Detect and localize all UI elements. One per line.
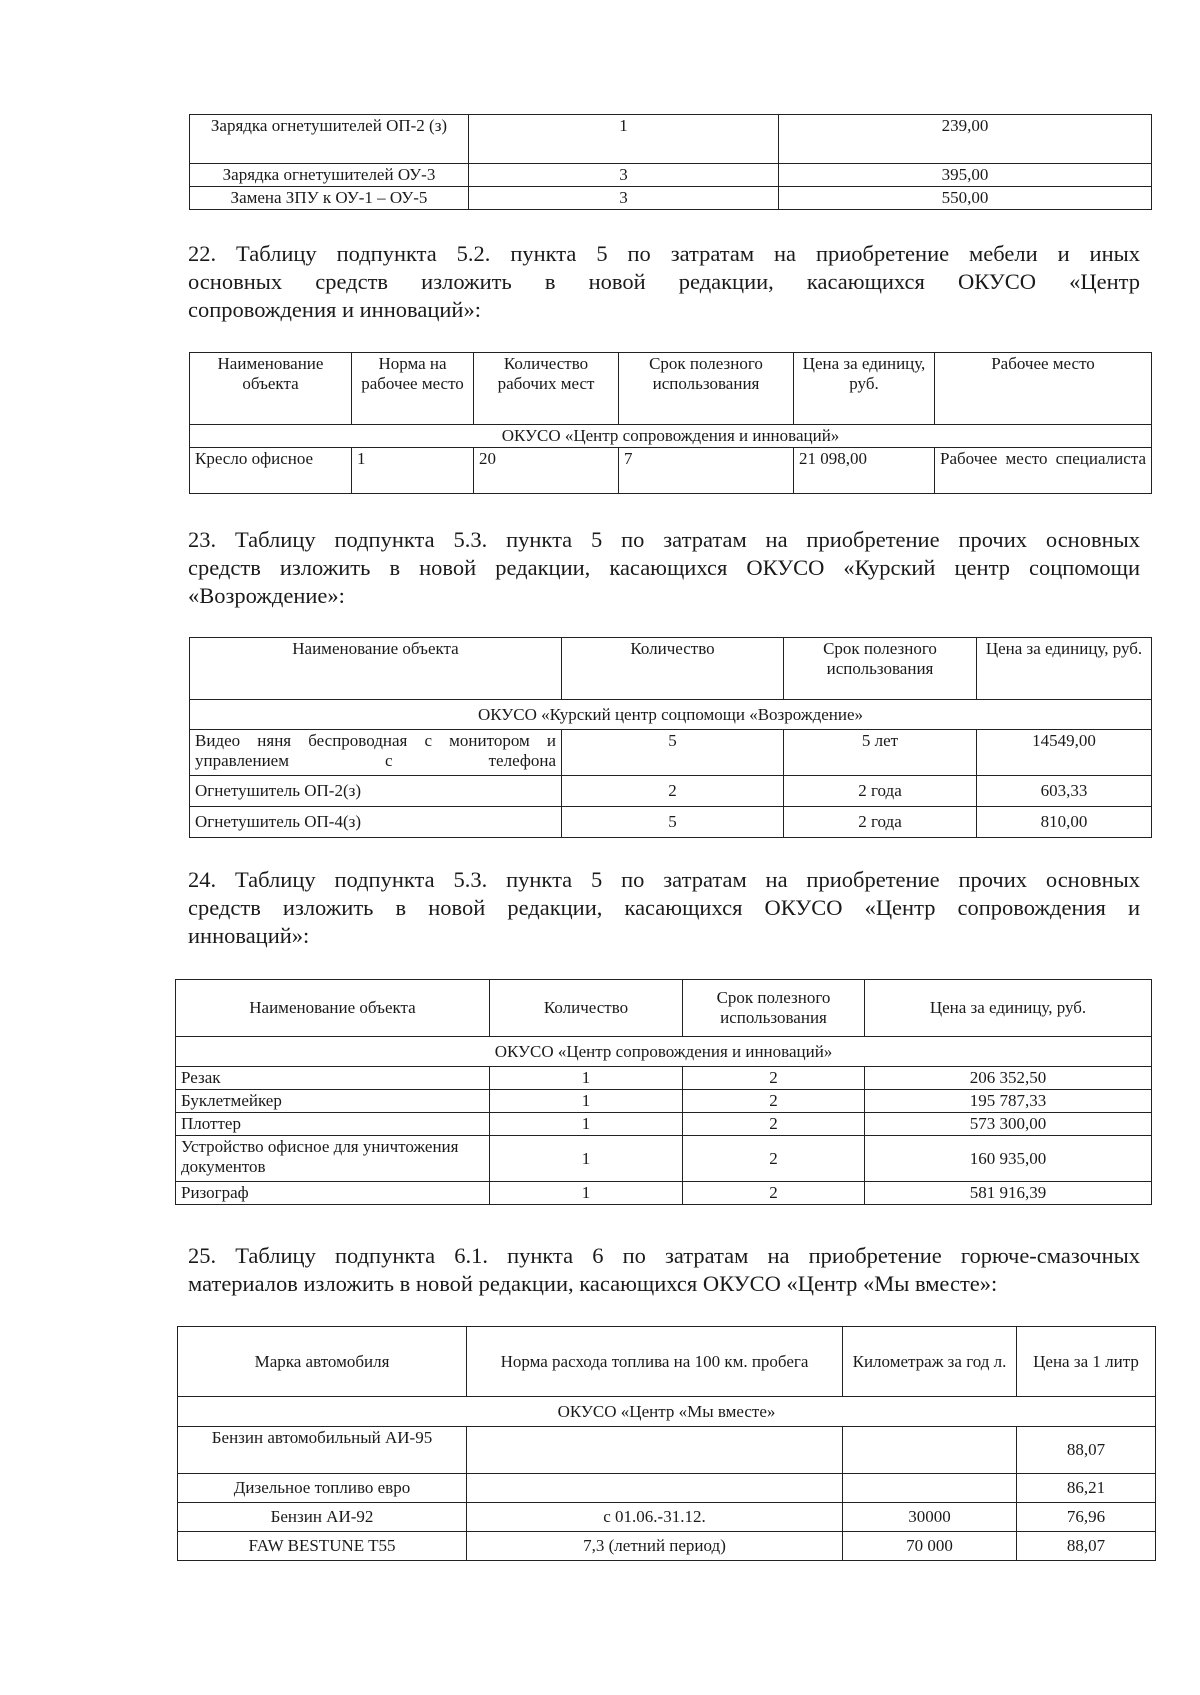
table-header-row (190, 353, 1152, 425)
table-cell: 2 (683, 1182, 865, 1205)
table-cell: 573 300,00 (865, 1113, 1152, 1136)
paragraph-line: сопровождения и инноваций»: (188, 297, 481, 322)
table-cell: Резак (176, 1067, 490, 1090)
table-cell: 14549,00 (977, 730, 1152, 776)
table-cell: Буклетмейкер (176, 1090, 490, 1113)
table-cell: Видео няня беспроводная с монитором и управлением с телефона (190, 730, 562, 776)
column-header: Марка автомобиля (178, 1327, 467, 1397)
table-row (178, 1427, 1156, 1474)
table-row (190, 730, 1152, 776)
column-header: Цена за единицу, руб. (865, 980, 1152, 1037)
table-cell: 7 (619, 448, 794, 494)
table-header-row (178, 1327, 1156, 1397)
column-header: Срок полезного использования (784, 638, 977, 700)
table-cell: 20 (474, 448, 619, 494)
table-cell (843, 1474, 1017, 1503)
table-cell: 2 (683, 1113, 865, 1136)
table-cell (843, 1427, 1017, 1474)
table-cell: 5 (562, 730, 784, 776)
table-cell: 160 935,00 (865, 1136, 1152, 1182)
table-row (176, 1136, 1152, 1182)
table-cell: Огнетушитель ОП-4(з) (190, 807, 562, 838)
column-header: Наименование объекта (176, 980, 490, 1037)
table-row (190, 164, 1152, 187)
column-header: Количество рабочих мест (474, 353, 619, 425)
paragraph-line: 25. Таблицу подпункта 6.1. пункта 6 по затратам на приобретение горюче-смазочных (188, 1243, 1140, 1268)
table-cell: Плоттер (176, 1113, 490, 1136)
group-label: ОКУСО «Центр «Мы вместе» (178, 1397, 1156, 1427)
table-row (178, 1503, 1156, 1532)
paragraph-24 (188, 866, 1140, 950)
group-label: ОКУСО «Центр сопровождения и инноваций» (176, 1037, 1152, 1067)
table-cell: 88,07 (1017, 1532, 1156, 1561)
table-row (176, 1090, 1152, 1113)
table-cell: 1 (469, 115, 779, 164)
column-header: Норма расхода топлива на 100 км. пробега (467, 1327, 843, 1397)
column-header: Километраж за год л. (843, 1327, 1017, 1397)
table-cell: Устройство офисное для уничтожения документов (176, 1136, 490, 1182)
table-cell: 195 787,33 (865, 1090, 1152, 1113)
table-cell: 88,07 (1017, 1427, 1156, 1474)
table-cell: 3 (469, 187, 779, 210)
table-cell: 7,3 (летний период) (467, 1532, 843, 1561)
paragraph-line: «Возрождение»: (188, 583, 345, 608)
other-assets-vozrozhdenie-table (189, 637, 1152, 838)
group-label: ОКУСО «Центр сопровождения и инноваций» (190, 425, 1152, 448)
table-cell: 5 (562, 807, 784, 838)
table-group-row (176, 1037, 1152, 1067)
table-group-row (190, 700, 1152, 730)
table-cell: Рабочее место специалиста (935, 448, 1152, 494)
table-cell: 1 (490, 1067, 683, 1090)
column-header: Наименование объекта (190, 638, 562, 700)
table-cell: 1 (352, 448, 474, 494)
table-cell: с 01.06.-31.12. (467, 1503, 843, 1532)
fire-extinguisher-recharge-table (189, 114, 1152, 210)
paragraph-25 (188, 1242, 1140, 1298)
fuel-lubricants-table (177, 1326, 1156, 1561)
table-cell: Ризограф (176, 1182, 490, 1205)
column-header: Цена за единицу, руб. (794, 353, 935, 425)
table-cell: 21 098,00 (794, 448, 935, 494)
table-cell: 1 (490, 1090, 683, 1113)
paragraph-line: основных средств изложить в новой редакции, касающихся ОКУСО «Центр (188, 269, 1140, 294)
table-cell: 1 (490, 1136, 683, 1182)
table-header-row (176, 980, 1152, 1037)
paragraph-22 (188, 240, 1140, 324)
table-cell: 70 000 (843, 1532, 1017, 1561)
table-cell: 206 352,50 (865, 1067, 1152, 1090)
table-row (178, 1532, 1156, 1561)
table-cell (467, 1474, 843, 1503)
paragraph-23 (188, 526, 1140, 610)
table-cell: Огнетушитель ОП-2(з) (190, 776, 562, 807)
table-cell: 2 года (784, 776, 977, 807)
table-cell: 2 (562, 776, 784, 807)
table-cell: 581 916,39 (865, 1182, 1152, 1205)
table-row (190, 807, 1152, 838)
paragraph-line: 23. Таблицу подпункта 5.3. пункта 5 по затратам на приобретение прочих основных (188, 527, 1140, 552)
other-assets-support-center-table (175, 979, 1152, 1205)
group-label: ОКУСО «Курский центр соцпомощи «Возрождение» (190, 700, 1152, 730)
table-cell: Бензин АИ-92 (178, 1503, 467, 1532)
table-cell: 2 (683, 1136, 865, 1182)
table-cell: 810,00 (977, 807, 1152, 838)
table-cell: 2 (683, 1090, 865, 1113)
paragraph-line: 24. Таблицу подпункта 5.3. пункта 5 по затратам на приобретение прочих основных (188, 867, 1140, 892)
table-cell: Зарядка огнетушителей ОУ-3 (190, 164, 469, 187)
column-header: Наименование объекта (190, 353, 352, 425)
table-row (190, 448, 1152, 494)
table-cell: 30000 (843, 1503, 1017, 1532)
table-group-row (190, 425, 1152, 448)
table-cell: 86,21 (1017, 1474, 1156, 1503)
table-cell: 395,00 (779, 164, 1152, 187)
table-row (176, 1113, 1152, 1136)
column-header: Срок полезного использования (683, 980, 865, 1037)
table-cell: Зарядка огнетушителей ОП-2 (з) (190, 115, 469, 164)
paragraph-line: инноваций»: (188, 923, 310, 948)
table-cell: Замена ЗПУ к ОУ-1 – ОУ-5 (190, 187, 469, 210)
furniture-table (189, 352, 1152, 494)
table-cell: Дизельное топливо евро (178, 1474, 467, 1503)
table-cell: 550,00 (779, 187, 1152, 210)
table-cell: 76,96 (1017, 1503, 1156, 1532)
paragraph-line: средств изложить в новой редакции, касающихся ОКУСО «Курский центр соцпомощи (188, 555, 1140, 580)
table-cell: Бензин автомобильный АИ-95 (178, 1427, 467, 1474)
table-cell: 1 (490, 1113, 683, 1136)
table-cell: 5 лет (784, 730, 977, 776)
table-row (190, 115, 1152, 164)
table-cell: FAW BESTUNE T55 (178, 1532, 467, 1561)
table-row (178, 1474, 1156, 1503)
column-header: Цена за 1 литр (1017, 1327, 1156, 1397)
table-group-row (178, 1397, 1156, 1427)
table-row (176, 1182, 1152, 1205)
column-header: Количество (562, 638, 784, 700)
table-row (190, 776, 1152, 807)
table-cell: 2 (683, 1067, 865, 1090)
paragraph-line: 22. Таблицу подпункта 5.2. пункта 5 по затратам на приобретение мебели и иных (188, 241, 1140, 266)
table-cell: 603,33 (977, 776, 1152, 807)
paragraph-line: материалов изложить в новой редакции, касающихся ОКУСО «Центр «Мы вместе»: (188, 1271, 998, 1296)
column-header: Цена за единицу, руб. (977, 638, 1152, 700)
column-header: Рабочее место (935, 353, 1152, 425)
table-cell: 3 (469, 164, 779, 187)
column-header: Норма на рабочее место (352, 353, 474, 425)
column-header: Количество (490, 980, 683, 1037)
table-cell: 239,00 (779, 115, 1152, 164)
table-cell: 2 года (784, 807, 977, 838)
paragraph-line: средств изложить в новой редакции, касающихся ОКУСО «Центр сопровождения и (188, 895, 1140, 920)
table-row (190, 187, 1152, 210)
column-header: Срок полезного использования (619, 353, 794, 425)
table-cell (467, 1427, 843, 1474)
table-header-row (190, 638, 1152, 700)
table-cell: Кресло офисное (190, 448, 352, 494)
table-row (176, 1067, 1152, 1090)
table-cell: 1 (490, 1182, 683, 1205)
